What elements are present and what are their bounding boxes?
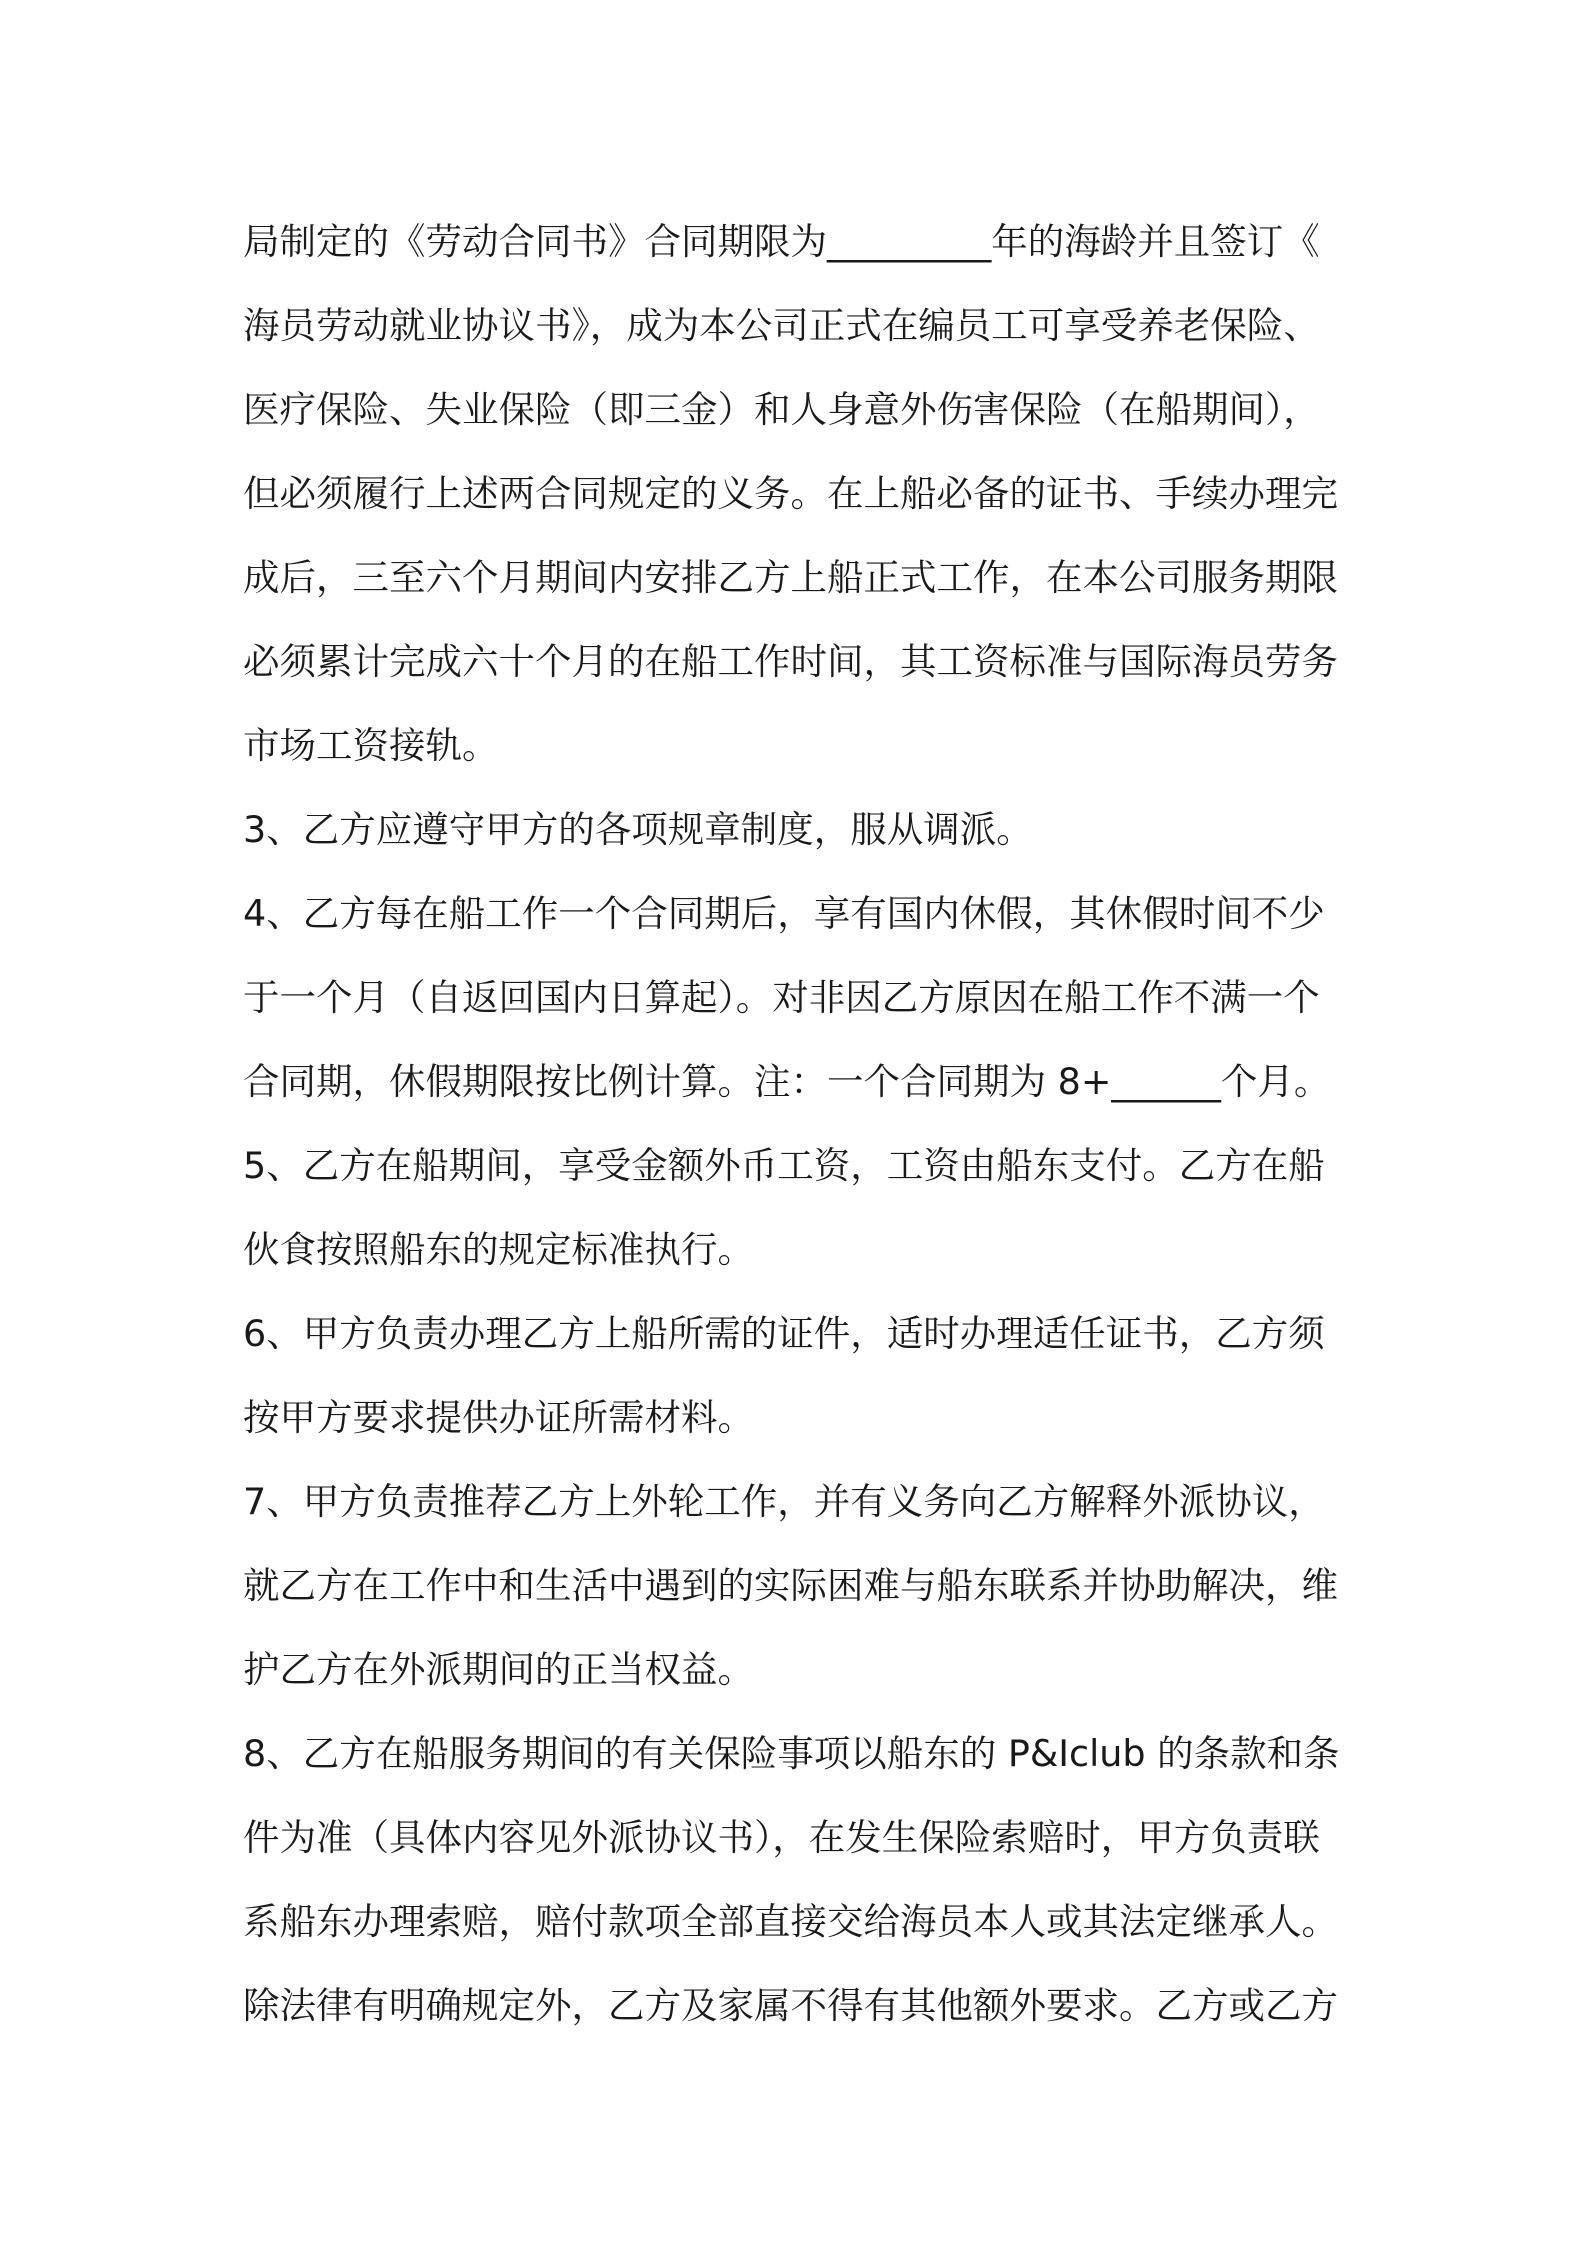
clause-4: 4、乙方每在船工作一个合同期后，享有国内休假，其休假时间不少: [243, 892, 1325, 935]
text-line: 市场工资接轨。: [243, 724, 499, 767]
text-line: 医疗保险、失业保险（即三金）和人身意外伤害保险（在船期间），: [243, 388, 1320, 431]
text-line: 就乙方在工作中和生活中遇到的实际困难与船东联系并协助解决，维: [243, 1564, 1338, 1607]
text-line: 护乙方在外派期间的正当权益。: [243, 1648, 754, 1691]
clause-5: 5、乙方在船期间，享受金额外币工资，工资由船东支付。乙方在船: [243, 1144, 1325, 1187]
text-line: 成后，三至六个月期间内安排乙方上船正式工作，在本公司服务期限: [243, 556, 1338, 599]
text-line: 件为准（具体内容见外派协议书），在发生保险索赔时，甲方负责联: [243, 1816, 1320, 1859]
text-line: 除法律有明确规定外，乙方及家属不得有其他额外要求。乙方或乙方: [243, 1984, 1338, 2027]
clause-7: 7、甲方负责推荐乙方上外轮工作，并有义务向乙方解释外派协议，: [243, 1480, 1325, 1523]
text-line: 按甲方要求提供办证所需材料。: [243, 1396, 754, 1439]
text-line: 但必须履行上述两合同规定的义务。在上船必备的证书、手续办理完: [243, 472, 1338, 515]
text-line: 系船东办理索赔，赔付款项全部直接交给海员本人或其法定继承人。: [243, 1900, 1338, 1943]
text-line: 合同期，休假期限按比例计算。注：一个合同期为 8+______个月。: [243, 1060, 1331, 1103]
text-line: 局制定的《劳动合同书》合同期限为_________年的海龄并且签订《: [243, 220, 1320, 263]
text-line: 伙食按照船东的规定标准执行。: [243, 1228, 754, 1271]
text-line: 必须累计完成六十个月的在船工作时间，其工资标准与国际海员劳务: [243, 640, 1338, 683]
text-line: 于一个月（自返回国内日算起）。对非因乙方原因在船工作不满一个: [243, 976, 1320, 1019]
clause-3: 3、乙方应遵守甲方的各项规章制度，服从调派。: [243, 808, 1033, 851]
contract-text: [243, 200, 1363, 2048]
clause-6: 6、甲方负责办理乙方上船所需的证件，适时办理适任证书，乙方须: [243, 1312, 1325, 1355]
text-line: 海员劳动就业协议书》，成为本公司正式在编员工可享受养老保险、: [243, 304, 1320, 347]
clause-8: 8、乙方在船服务期间的有关保险事项以船东的 P&Iclub 的条款和条: [243, 1732, 1340, 1775]
